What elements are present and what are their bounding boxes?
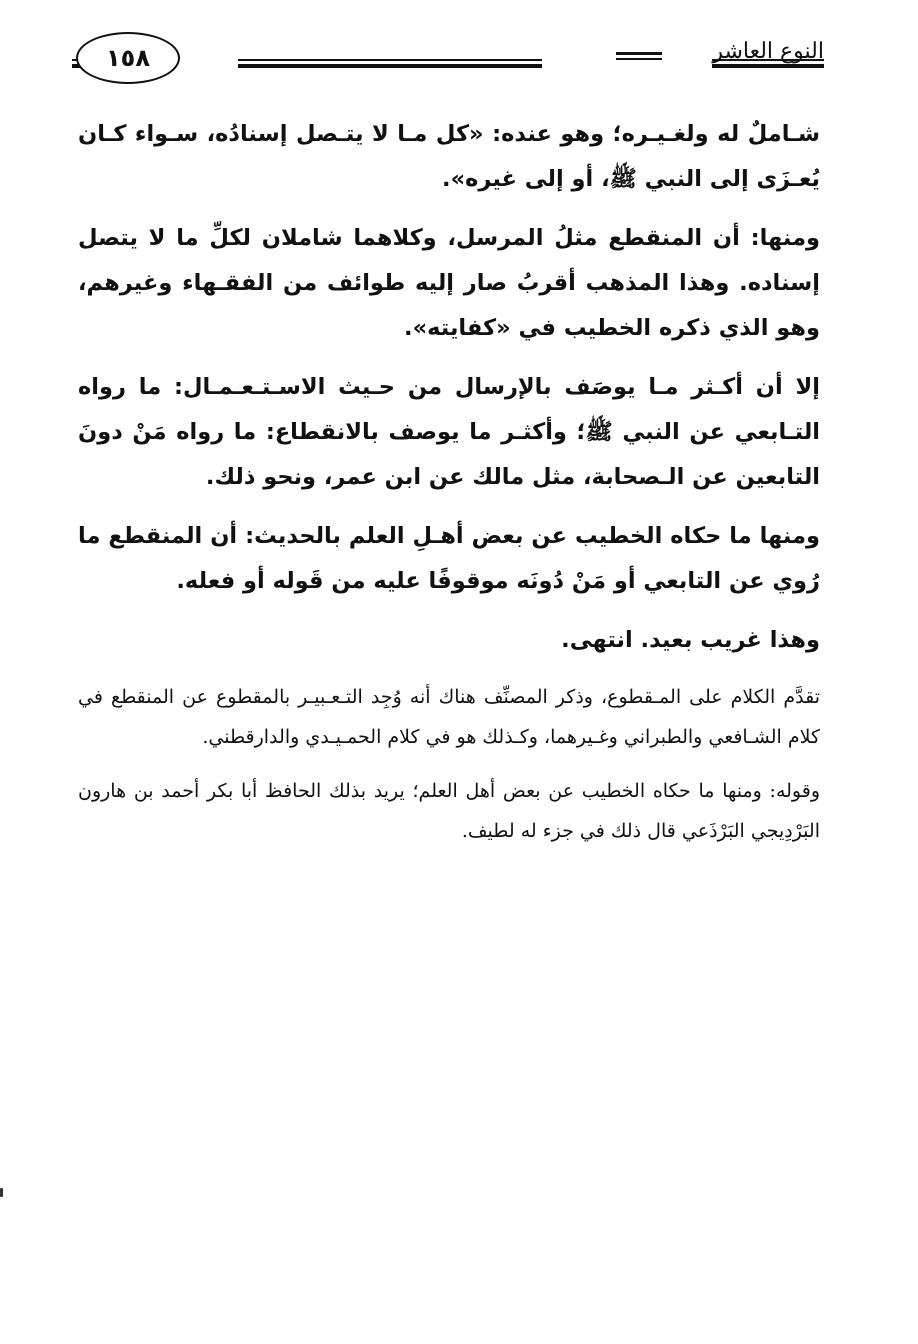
commentary-paragraph-2: وقوله: ومنها ما حكاه الخطيب عن بعض أهل العلم؛ يريد بذلك الحافظ أبا بكر أحمد بن هارون البَرْدِيجي البَرْذَعي قال ذلك في جزء له لطيف.	[78, 780, 820, 842]
page-header	[72, 28, 824, 92]
commentary-paragraph-1: تقدَّم الكلام على المـقطوع، وذكر المصنِّف هناك أنه وُجِد التـعـبيـر بالمقطوع عن المنقطع في كلام الشـافعي والطبراني وغـيرهما، وكـذلك هو في كلام الحمـيـدي والدارقطني.	[78, 686, 820, 748]
paragraph-5: وهذا غريب بعيد. انتهى.	[561, 627, 820, 653]
paragraph-2: ومنها: أن المنقطع مثلُ المرسل، وكلاهما شاملان لكلِّ ما لا يتصل إسناده. وهذا المذهب أقربُ صار إليه طوائف من الفقـهاء وغيرهم، وهو الذي ذكره الخطيب في «كفايته».	[78, 225, 820, 341]
chapter-title: النوع العاشر	[712, 39, 824, 64]
paragraph-4: ومنها ما حكاه الخطيب عن بعض أهـلِ العلم بالحديث: أن المنقطع ما رُوي عن التابعي أو مَنْ دُونَه موقوفًا عليه من قَوله أو فعله.	[78, 523, 820, 594]
header-dash-ornament	[616, 52, 662, 60]
paragraph-3: إلا أن أكـثر مـا يوصَف بالإرسال من حـيث الاسـتـعـمـال: ما رواه التـابعي عن النبي ﷺ؛ وأكثـر ما يوصف بالانقطاع: ما رواه مَنْ دونَ التابعين عن الـصحابة، مثل مالك عن ابن عمر، ونحو ذلك.	[78, 374, 820, 490]
paragraph-1: شـاملٌ له ولغـيـره؛ وهو عنده: «كل مـا لا يتـصل إسنادُه، سـواء كـان يُعـزَى إلى النبي ﷺ، أو إلى غيره».	[78, 121, 820, 192]
scan-edge-mark	[0, 1188, 3, 1197]
page-number: ١٥٨	[76, 32, 180, 84]
page-body	[78, 112, 820, 865]
